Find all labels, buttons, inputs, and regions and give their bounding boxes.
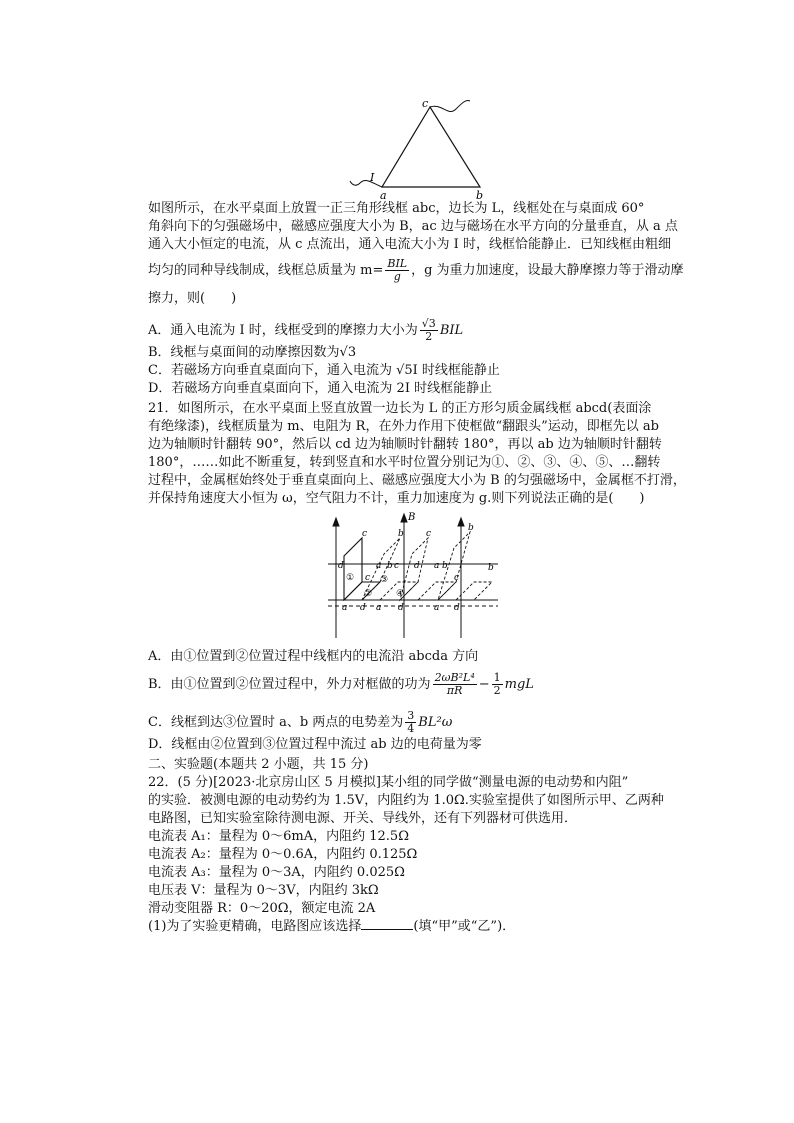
q22-line1: 22．(5 分)[2023·北京房山区 5 月模拟]某小组的同学做“测量电源的电动势和内阻” xyxy=(148,775,629,790)
equipment-rheostat: 滑动变阻器 R：0～20Ω，额定电流 2A xyxy=(148,901,376,916)
lt-7: a xyxy=(376,561,382,571)
lt-8: b xyxy=(387,561,393,571)
triangle-abc xyxy=(382,107,480,187)
lt-10: d xyxy=(414,561,420,571)
q20-option-d: D．若磁场方向垂直桌面向下，通入电流为 2I 时线框能静止 xyxy=(148,381,493,396)
q21-line2: 有绝缘漆)，线框质量为 m、电阻为 R，在外力作用下使框做“翻跟头”运动，即框先以 ab xyxy=(148,419,659,434)
q21-line4: 180°，……如此不断重复，转到竖直和水平时位置分别记为①、②、③、④、⑤、…翻转 xyxy=(148,455,661,470)
equipment-ammeter-a3: 电流表 A₃：量程为 0～3A，内阻约 0.025Ω xyxy=(148,865,405,880)
lt-14: b xyxy=(488,563,494,573)
q21-option-c: C．线框到达③位置时 a、b 两点的电势差为 $\frac{3}{4}$ BL²ω xyxy=(148,709,453,735)
q22-subquestion-1: (1)为了实验更精确，电路图应该选择 (填“甲”或“乙”)． xyxy=(148,919,516,934)
q21-line1: 21．如图所示，在水平桌面上竖直放置一边长为 L 的正方形匀质金属线框 abcd(表面涂 xyxy=(148,401,652,416)
q21-line5: 过程中，金属框始终处于垂直桌面向上、磁感应强度大小为 B 的匀强磁场中，金属框不打滑， xyxy=(148,473,686,488)
section-2-heading: 二、实验题(本题共 2 小题，共 15 分) xyxy=(148,757,369,772)
lt-6: d xyxy=(338,561,344,571)
flipping-frame-figure xyxy=(322,508,500,640)
half-fraction: $\frac{1}{2}$ xyxy=(493,671,501,697)
label-I: I xyxy=(370,171,375,184)
q21-option-a: A．由①位置到②位置过程中线框内的电流沿 abcda 方向 xyxy=(148,649,479,664)
label-b: b xyxy=(476,189,484,200)
lt-20: d xyxy=(454,603,460,613)
q21-line6: 并保持角速度大小恒为 ω，空气阻力不计，重力加速度为 g.则下列说法正确的是( ) xyxy=(148,491,645,506)
q20-option-c: C．若磁场方向垂直桌面向下，通入电流为 √5I 时线框能静止 xyxy=(148,363,500,378)
work-fraction: $\frac{\text{2ωB²L⁴}}{\pi R}$ xyxy=(434,671,475,697)
lt-4: b xyxy=(468,523,474,533)
pos-2: ② xyxy=(364,589,373,599)
lt-12: b xyxy=(442,561,448,571)
q21-line3: 边为轴顺时针翻转 90°，然后以 cd 边为轴顺时针翻转 180°，再以 ab 边为轴顺时针翻转 xyxy=(148,437,662,452)
q20-line1: 如图所示，在水平桌面上放置一正三角形线框 abc，边长为 L，线框处在与桌面成 60° xyxy=(148,201,645,216)
q21-option-b: B．由①位置到②位置过程中，外力对框做的功为 $\frac{\text{2ωB²L⁴}}{\pi R}$ − $\frac{1}{2}$ mgL xyxy=(148,671,534,697)
q20-line4 xyxy=(148,258,684,283)
q20-line3: 通入大小恒定的电流，从 c 点流出，通入电流大小为 I 时，线框恰能静止．已知线框由粗细 xyxy=(148,237,671,252)
lt-1: c xyxy=(362,529,368,539)
lt-18: d xyxy=(398,603,404,613)
triangle-frame-figure xyxy=(330,95,500,200)
mass-fraction: $\frac{\text{BIL}}{g}$ xyxy=(387,257,408,283)
equipment-ammeter-a1: 电流表 A₁：量程为 0～6mA，内阻约 12.5Ω xyxy=(148,829,409,844)
field-label-B: B xyxy=(408,512,416,523)
option-a-fraction: $\frac{√3}{2}$ xyxy=(421,317,436,343)
pos-1: ① xyxy=(346,573,355,583)
label-a: a xyxy=(380,189,387,200)
lt-3: c xyxy=(426,529,432,539)
wire-lead-c xyxy=(430,100,470,111)
lt-9: c xyxy=(394,561,400,571)
label-c: c xyxy=(422,97,429,110)
equipment-voltmeter: 电压表 V：量程为 0～3V，内阻约 3kΩ xyxy=(148,883,379,898)
q22-line2: 的实验．被测电源的电动势约为 1.5V，内阻约为 1.0Ω.实验室提供了如图所示甲、乙两种 xyxy=(148,793,664,808)
lt-16: d xyxy=(360,603,366,613)
q22-line3: 电路图，已知实验室除待测电源、开关、导线外，还有下列器材可供选用． xyxy=(148,811,578,826)
q20-line2: 角斜向下的匀强磁场中，磁感应强度大小为 B，ac 边与磁场在水平方向的分量垂直，从 a 点 xyxy=(148,219,678,234)
q20-line4-b: ，g 为重力加速度，设最大静摩擦力等于滑动摩 xyxy=(411,263,684,278)
equipment-ammeter-a2: 电流表 A₂：量程为 0～0.6A，内阻约 0.125Ω xyxy=(148,847,418,862)
potential-fraction: $\frac{3}{4}$ xyxy=(407,709,415,735)
lt-11: a xyxy=(434,561,440,571)
lt-15: a xyxy=(342,603,348,613)
lt-2: b xyxy=(398,529,404,539)
lt-5: c xyxy=(365,573,371,583)
q20-line4-a: 均匀的同种导线制成，线框总质量为 m= xyxy=(148,263,384,278)
wire-lead-a xyxy=(350,180,382,187)
answer-blank[interactable] xyxy=(361,918,413,930)
q21-option-d: D．线框由②位置到③位置过程中流过 ab 边的电荷量为零 xyxy=(148,737,482,752)
q20-option-b: B．线框与桌面间的动摩擦因数为√3 xyxy=(148,345,357,360)
pos-4: ④ xyxy=(396,589,405,599)
q20-option-a: A．通入电流为 I 时，线框受到的摩擦力大小为 $\frac{√3}{2}$ BIL xyxy=(148,317,464,343)
q20-line5: 擦力，则( ) xyxy=(148,291,237,306)
pos-3: ③ xyxy=(380,575,389,585)
lt-13: c xyxy=(454,573,460,583)
lt-19: a xyxy=(434,603,440,613)
lt-17: a xyxy=(376,603,382,613)
